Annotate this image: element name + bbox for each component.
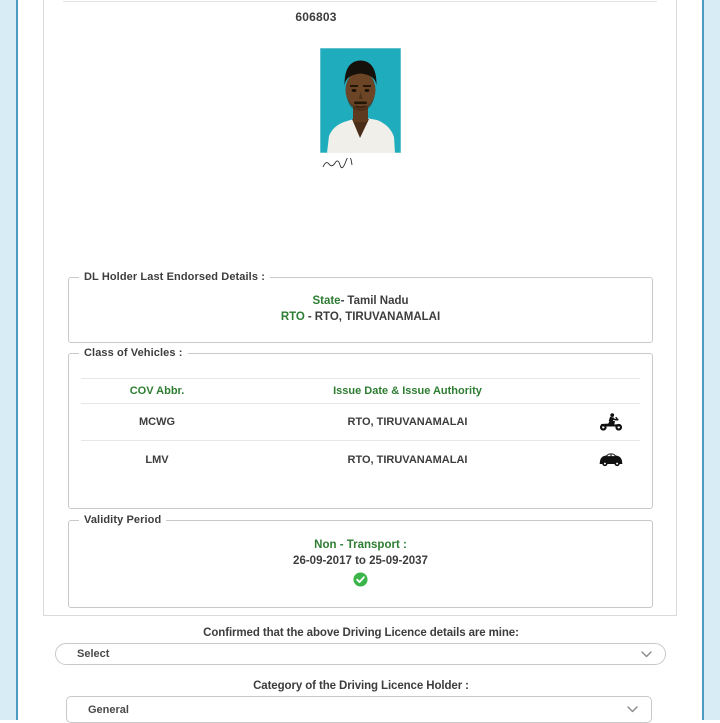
chevron-down-icon [641, 651, 652, 658]
issue-authority-cell: RTO, TIRUVANAMALAI [347, 416, 468, 428]
cov-abbr-cell: LMV [145, 453, 169, 466]
rto-value: RTO, TIRUVANAMALAI [314, 311, 441, 323]
state-separator: - [340, 295, 345, 307]
top-divider [63, 1, 657, 2]
applicant-photo [320, 48, 401, 153]
confirm-details-label: Confirmed that the above Driving Licence details are mine: [203, 627, 519, 639]
category-holder-select[interactable] [66, 696, 652, 723]
applicant-signature [322, 157, 354, 169]
check-circle-icon [69, 572, 652, 592]
dl-record-number: 606803 [295, 10, 337, 24]
validity-range: 26-09-2017 to 25-09-2037 [293, 555, 428, 567]
dl-details-panel [43, 0, 677, 616]
table-row [81, 404, 640, 441]
issue-authority-cell: RTO, TIRUVANAMALAI [347, 453, 468, 466]
chevron-down-icon [627, 706, 638, 713]
confirm-details-select[interactable] [55, 643, 666, 665]
state-value: Tamil Nadu [347, 295, 409, 307]
rto-label: RTO [280, 311, 305, 323]
validity-period-legend: Validity Period [84, 514, 162, 526]
validity-type-label: Non - Transport : [314, 539, 407, 551]
endorsed-details-legend: DL Holder Last Endorsed Details : [84, 271, 265, 283]
endorsed-state-row [69, 293, 652, 309]
endorsed-rto-row [69, 309, 652, 325]
page-right-edge [702, 0, 720, 720]
motorcycle-icon [582, 412, 640, 432]
endorsed-details-fieldset [68, 271, 653, 343]
car-icon [582, 451, 640, 468]
validity-period-fieldset [68, 514, 653, 608]
confirm-selected-value: Select [77, 648, 110, 660]
class-of-vehicles-legend: Class of Vehicles : [84, 347, 183, 359]
cov-table-header [81, 378, 640, 404]
cov-table [81, 378, 640, 478]
cov-abbr-column-header: COV Abbr. [129, 385, 185, 397]
category-holder-label: Category of the Driving Licence Holder : [253, 680, 469, 692]
class-of-vehicles-fieldset [68, 347, 653, 509]
cov-abbr-cell: MCWG [138, 416, 176, 428]
category-selected-value: General [88, 703, 129, 716]
issue-authority-column-header: Issue Date & Issue Authority [333, 385, 482, 397]
state-label: State [312, 295, 341, 307]
rto-separator: - [307, 311, 312, 323]
page-left-edge [0, 0, 18, 720]
table-row [81, 441, 640, 478]
